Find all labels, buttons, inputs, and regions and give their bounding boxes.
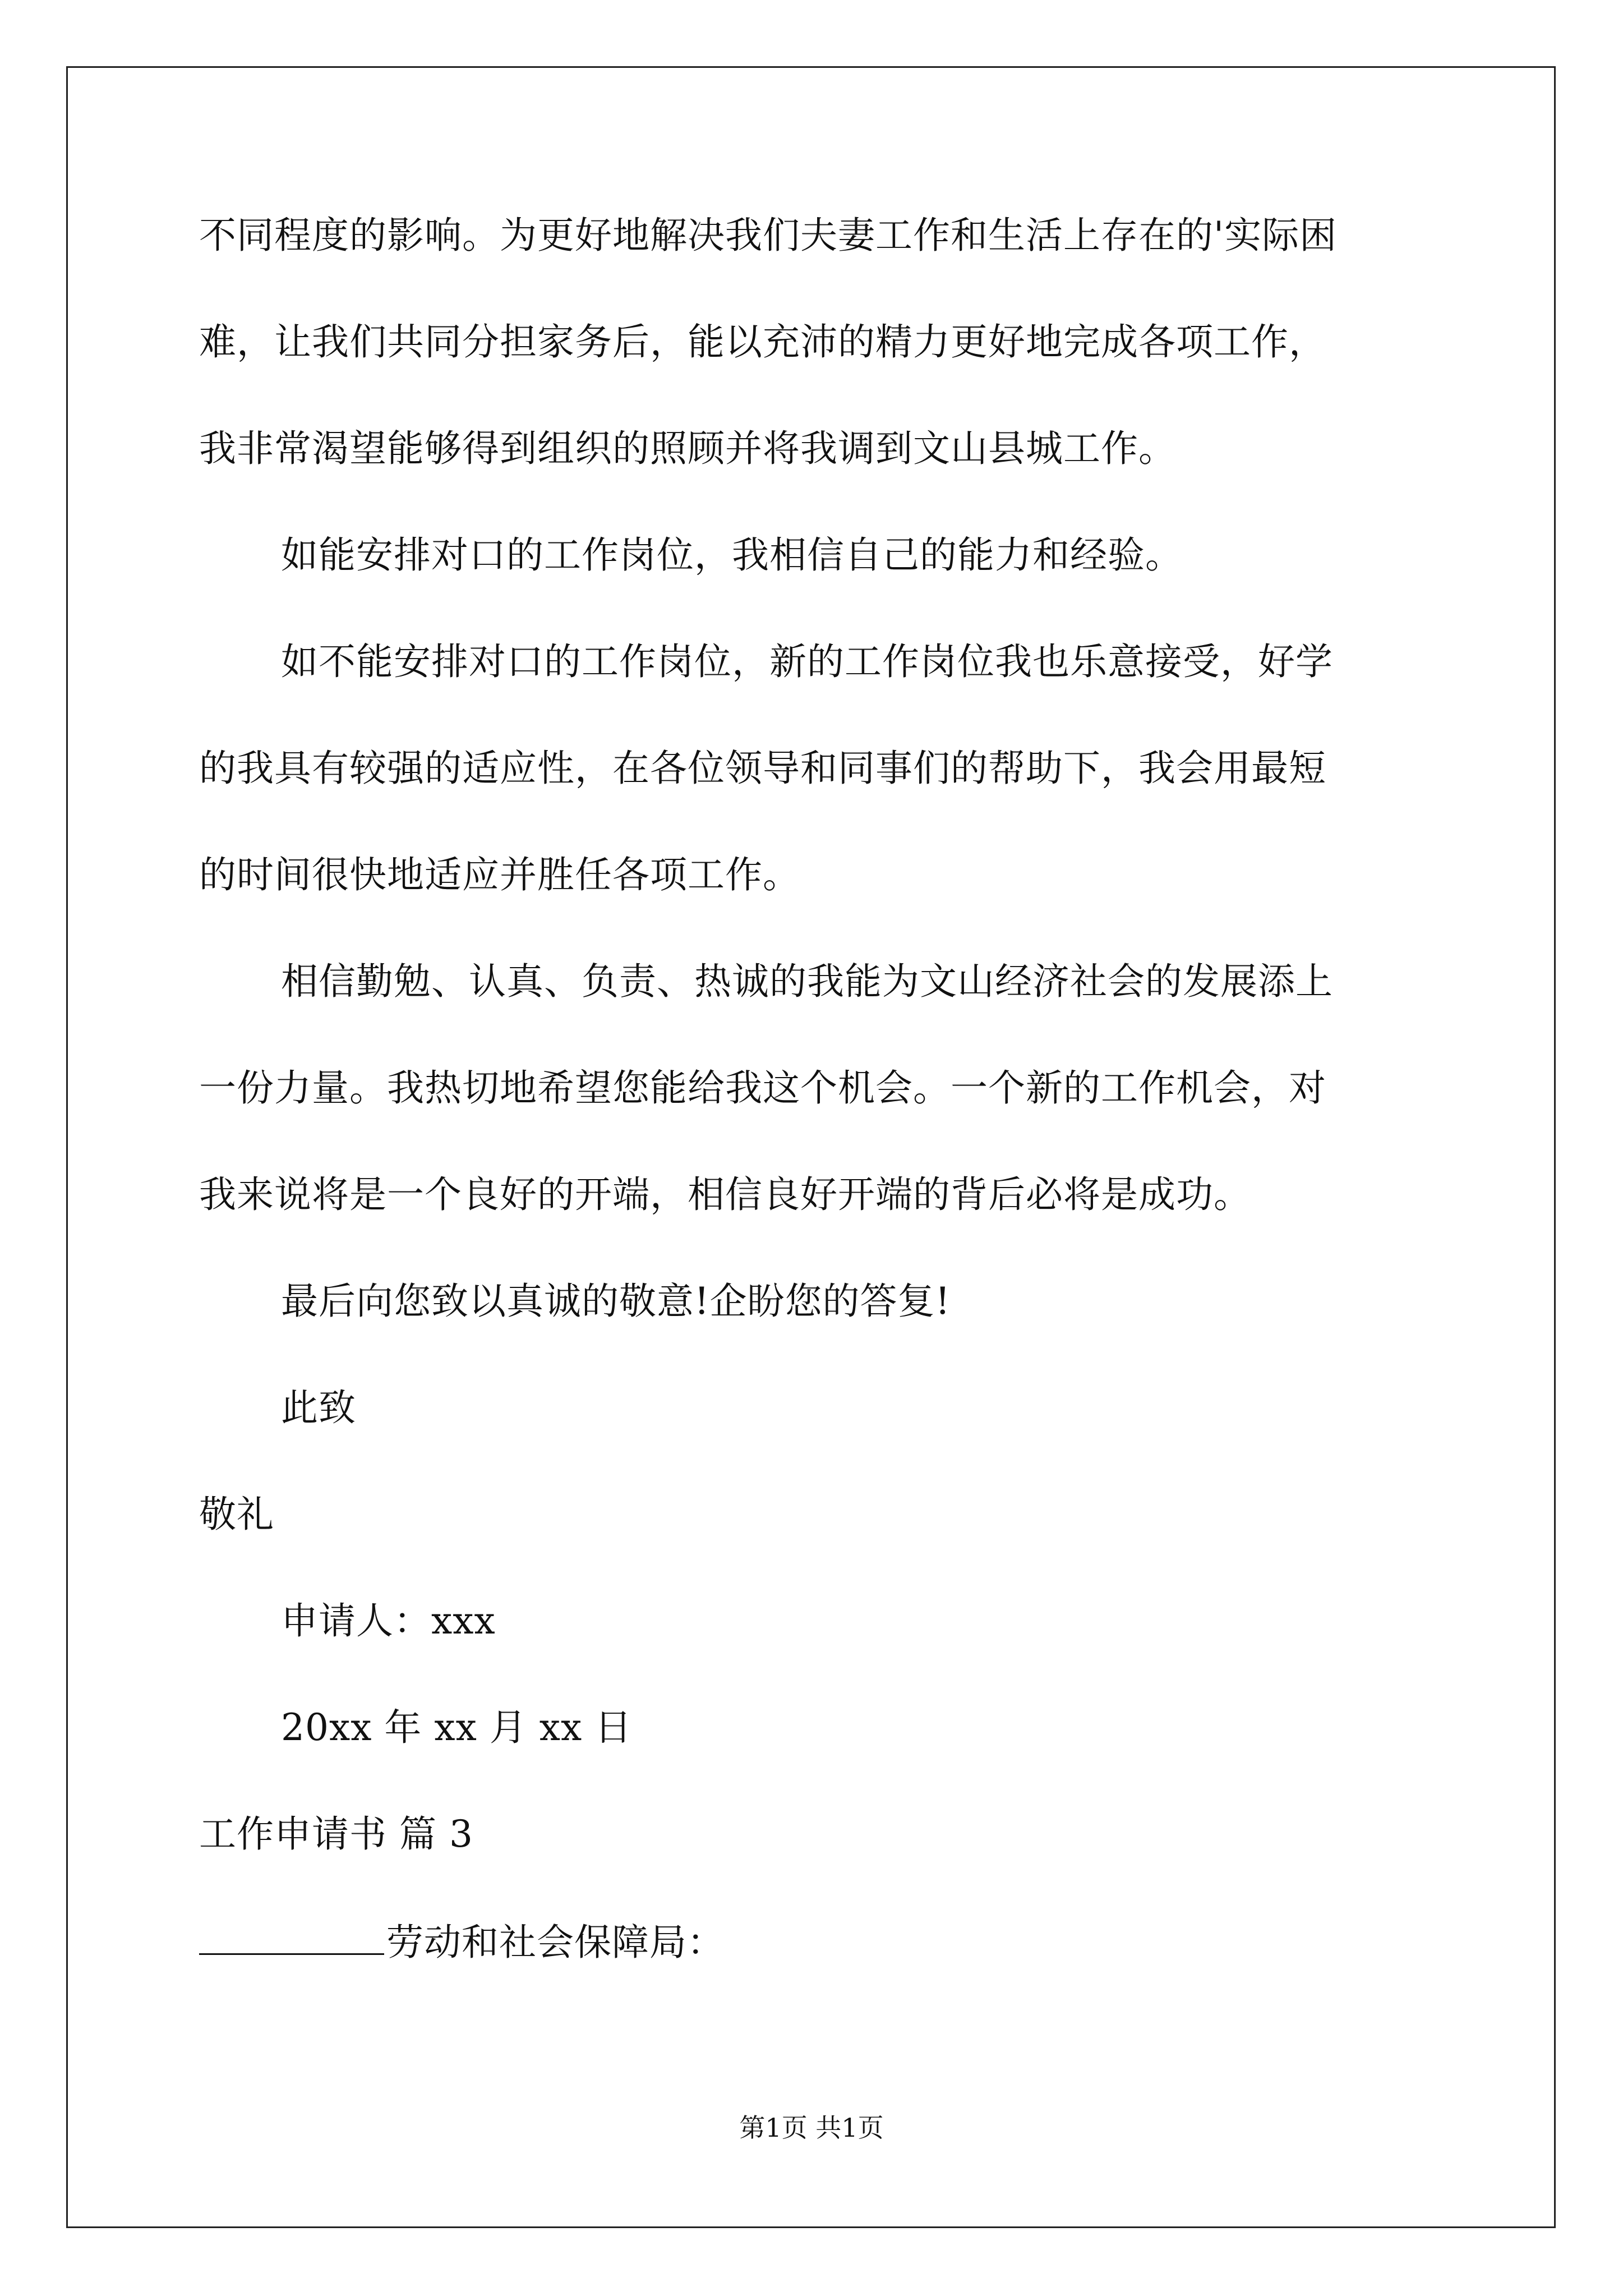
- paragraph-line: 一份力量。我热切地希望您能给我这个机会。一个新的工作机会，对: [199, 1066, 1326, 1110]
- paragraph-line: 相信勤勉、认真、负责、热诚的我能为文山经济社会的发展添上: [281, 960, 1333, 1003]
- paragraph-line: 我非常渴望能够得到组织的照顾并将我调到文山县城工作。: [199, 427, 1176, 470]
- blank-underline: [199, 1918, 384, 1955]
- addressee-text: 劳动和社会保障局：: [386, 1921, 725, 1964]
- paragraph-line: 如不能安排对口的工作岗位，新的工作岗位我也乐意接受，好学: [281, 640, 1333, 683]
- paragraph-line: 难，让我们共同分担家务后，能以充沛的精力更好地完成各项工作，: [199, 320, 1326, 364]
- paragraph-line: 不同程度的影响。为更好地解决我们夫妻工作和生活上存在的'实际困: [199, 214, 1338, 257]
- page-border: [66, 66, 1556, 2228]
- salutation-line: 此致: [281, 1386, 356, 1429]
- closing-line: 最后向您致以真诚的敬意!企盼您的答复!: [281, 1280, 951, 1323]
- date-line: 20xx 年 xx 月 xx 日: [281, 1706, 633, 1749]
- paragraph-line: 的时间很快地适应并胜任各项工作。: [199, 853, 800, 896]
- addressee-line: [199, 1918, 725, 1965]
- paragraph-line: 如能安排对口的工作岗位，我相信自己的能力和经验。: [281, 533, 1183, 577]
- page-footer: 第1页 共1页: [739, 2113, 884, 2143]
- paragraph-line: 我来说将是一个良好的开端，相信良好开端的背后必将是成功。: [199, 1173, 1251, 1216]
- paragraph-line: 的我具有较强的适应性，在各位领导和同事们的帮助下，我会用最短: [199, 747, 1326, 790]
- salutation-line: 敬礼: [199, 1493, 274, 1536]
- section-heading: 工作申请书 篇 3: [199, 1812, 473, 1856]
- applicant-line: 申请人：xxx: [281, 1599, 496, 1642]
